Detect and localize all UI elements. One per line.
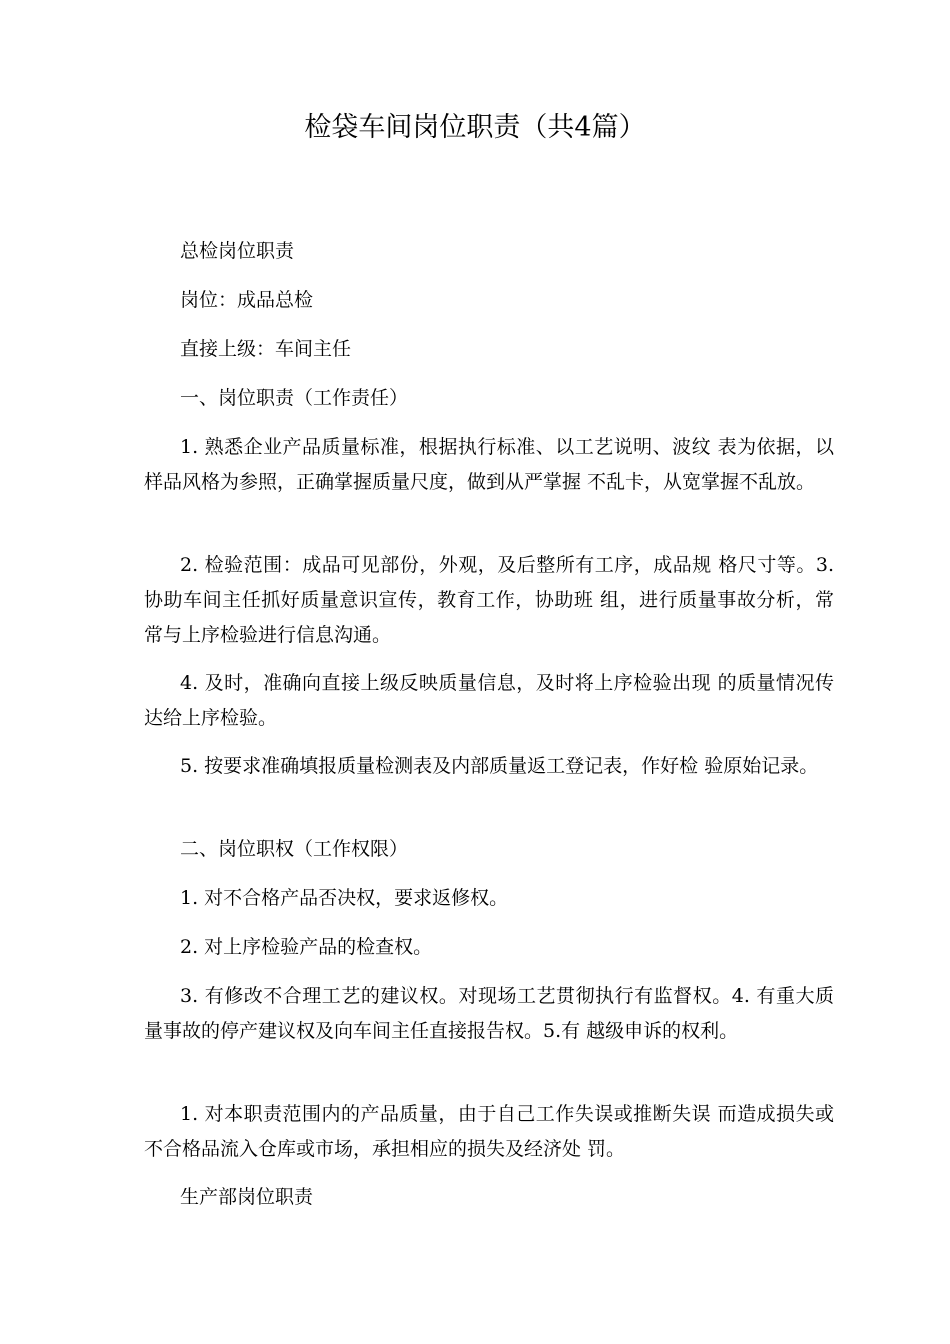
paragraph-responsibility-1: 1. 对本职责范围内的产品质量，由于自己工作失误或推断失误 而造成损失或不合格品流入仓库或市场，承担相应的损失及经济处 罚。 xyxy=(144,1103,834,1160)
paragraph-right-3-5: 3. 有修改不合理工艺的建议权。对现场工艺贯彻执行有监督权。4. 有重大质量事故的停产建议权及向车间主任直接报告权。5.有 越级申诉的权利。 xyxy=(144,985,834,1042)
paragraph-section-heading: 总检岗位职责 xyxy=(180,240,295,262)
paragraph-production-heading: 生产部岗位职责 xyxy=(180,1186,314,1208)
paragraph-duty-1: 1. 熟悉企业产品质量标准，根据执行标准、以工艺说明、波纹 表为依据，以样品风格为参照，正确掌握质量尺度，做到从严掌握 不乱卡，从宽掌握不乱放。 xyxy=(144,436,834,493)
paragraph-duty-5: 5. 按要求准确填报质量检测表及内部质量返工登记表，作好检 验原始记录。 xyxy=(180,755,819,777)
paragraph-supervisor: 直接上级：车间主任 xyxy=(180,338,352,360)
paragraph-duty-2: 2. 检验范围：成品可见部份，外观，及后整所有工序，成品规 格尺寸等。3. 协助车间主任抓好质量意识宣传，教育工作，协助班 组，进行质量事故分析，常常与上序检验进行信息沟通。 xyxy=(144,554,834,646)
paragraph-right-2: 2. 对上序检验产品的检查权。 xyxy=(180,936,433,958)
paragraph-position: 岗位：成品总检 xyxy=(180,289,314,311)
document-title: 检袋车间岗位职责（共4篇） xyxy=(304,112,646,143)
paragraph-duties-heading: 一、岗位职责（工作责任） xyxy=(180,387,409,409)
paragraph-rights-heading: 二、岗位职权（工作权限） xyxy=(180,838,409,860)
paragraph-right-1: 1. 对不合格产品否决权，要求返修权。 xyxy=(180,887,509,909)
paragraph-duty-4: 4. 及时，准确向直接上级反映质量信息，及时将上序检验出现 的质量情况传达给上序检验。 xyxy=(144,672,834,729)
